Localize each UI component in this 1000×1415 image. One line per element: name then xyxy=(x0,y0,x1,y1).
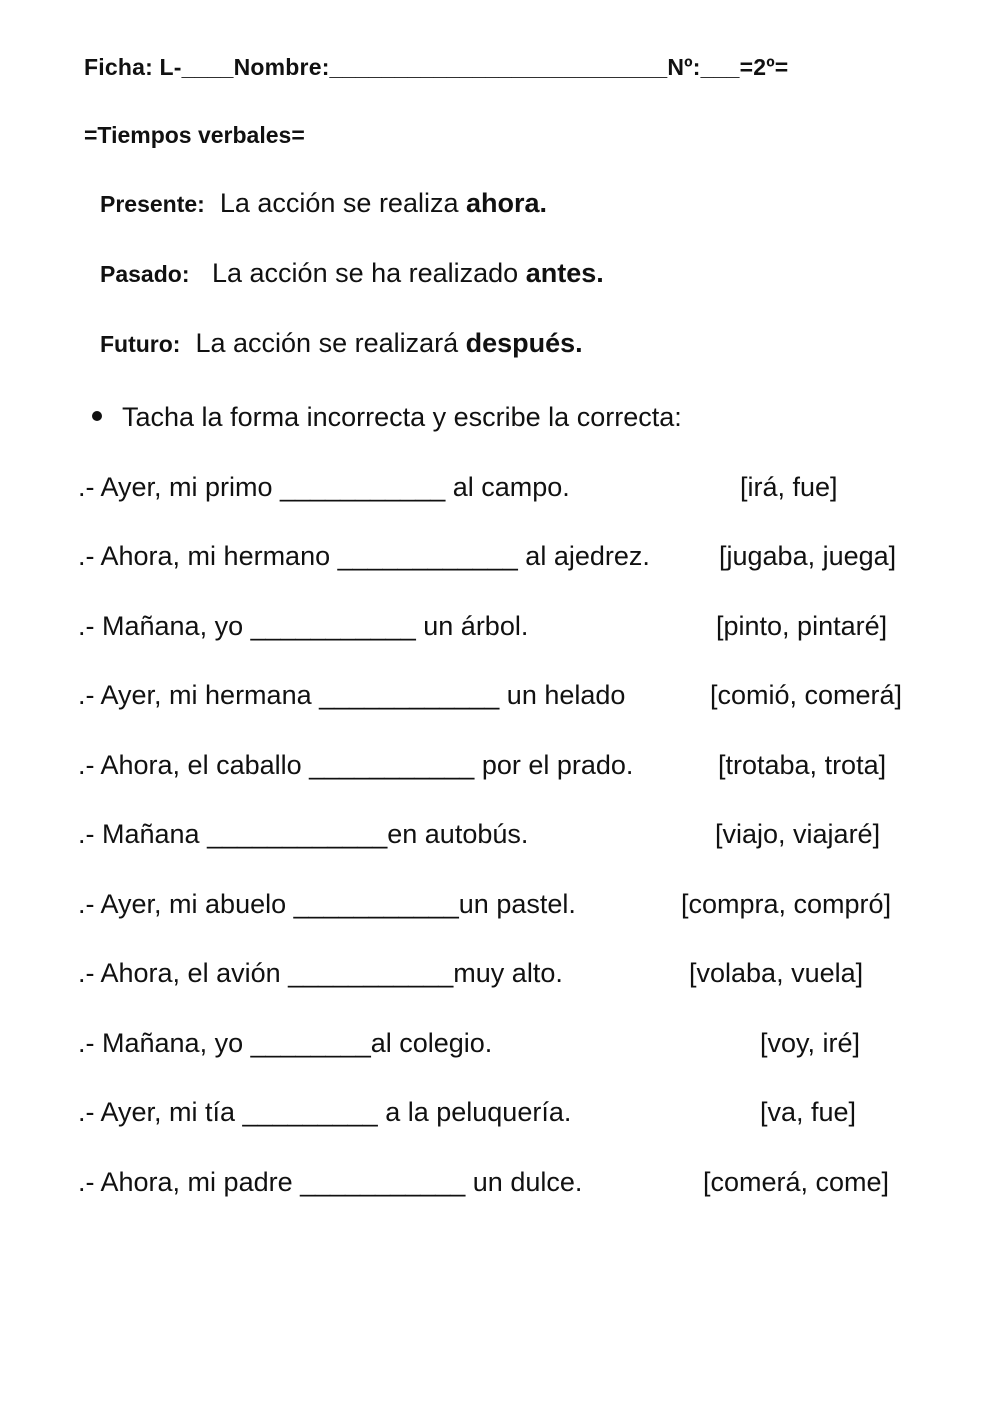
sentence-text: .- Mañana ____________en autobús. xyxy=(78,819,529,849)
exercise-sentence xyxy=(78,889,938,925)
definition-keyword: ahora. xyxy=(465,188,548,218)
exercise-sentence xyxy=(78,611,938,647)
bullet-icon xyxy=(92,411,102,421)
exercise-sentence xyxy=(78,680,938,716)
definition-text: La acción se realiza xyxy=(219,188,466,218)
sentence-text: .- Ayer, mi primo ___________ al campo. xyxy=(78,472,570,502)
definition-keyword: antes. xyxy=(525,258,604,288)
instruction-text: Tacha la forma incorrecta y escribe la correcta: xyxy=(122,402,682,432)
exercise-sentence xyxy=(78,750,938,786)
verb-options: [va, fue] xyxy=(760,1097,857,1127)
exercise-sentence xyxy=(78,1028,938,1064)
definition-keyword: después. xyxy=(465,328,583,358)
verb-options: [comió, comerá] xyxy=(710,680,903,710)
definition-text: La acción se realizará xyxy=(195,328,466,358)
exercise-sentence xyxy=(78,472,938,508)
sentence-text: .- Ayer, mi abuelo ___________un pastel. xyxy=(78,889,576,919)
exercise-instruction xyxy=(92,402,682,433)
sentence-text: .- Ahora, mi padre ___________ un dulce. xyxy=(78,1167,583,1197)
exercise-sentence xyxy=(78,958,938,994)
verb-options: [pinto, pintaré] xyxy=(716,611,888,641)
definition-term: Pasado: xyxy=(100,261,190,287)
sentence-text: .- Mañana, yo ___________ un árbol. xyxy=(78,611,529,641)
verb-options: [comerá, come] xyxy=(703,1167,890,1197)
sentence-text: .- Mañana, yo ________al colegio. xyxy=(78,1028,493,1058)
verb-options: [viajo, viajaré] xyxy=(715,819,881,849)
verb-options: [jugaba, juega] xyxy=(719,541,897,571)
verb-options: [voy, iré] xyxy=(760,1028,861,1058)
verb-options: [volaba, vuela] xyxy=(689,958,864,988)
worksheet-subtitle: =Tiempos verbales= xyxy=(84,122,305,148)
verb-options: [irá, fue] xyxy=(740,472,838,502)
definition-future xyxy=(100,328,583,359)
definition-past xyxy=(100,258,604,289)
definition-present xyxy=(100,188,547,219)
sentence-text: .- Ahora, el avión ___________muy alto. xyxy=(78,958,563,988)
sentence-text: .- Ahora, mi hermano ____________ al ajedrez. xyxy=(78,541,650,571)
worksheet-header: Ficha: L-____Nombre:__________________________Nº:___=2º= xyxy=(84,54,789,80)
verb-options: [compra, compró] xyxy=(681,889,892,919)
exercise-sentence xyxy=(78,1097,938,1133)
definition-text: La acción se ha realizado xyxy=(212,258,526,288)
definition-term: Presente: xyxy=(100,191,205,217)
sentence-text: .- Ayer, mi hermana ____________ un helado xyxy=(78,680,626,710)
verb-options: [trotaba, trota] xyxy=(718,750,887,780)
sentence-text: .- Ahora, el caballo ___________ por el prado. xyxy=(78,750,634,780)
exercise-sentence xyxy=(78,819,938,855)
definition-term: Futuro: xyxy=(100,331,181,357)
exercise-sentence xyxy=(78,541,938,577)
exercise-sentence xyxy=(78,1167,938,1203)
sentence-text: .- Ayer, mi tía _________ a la peluquería. xyxy=(78,1097,572,1127)
